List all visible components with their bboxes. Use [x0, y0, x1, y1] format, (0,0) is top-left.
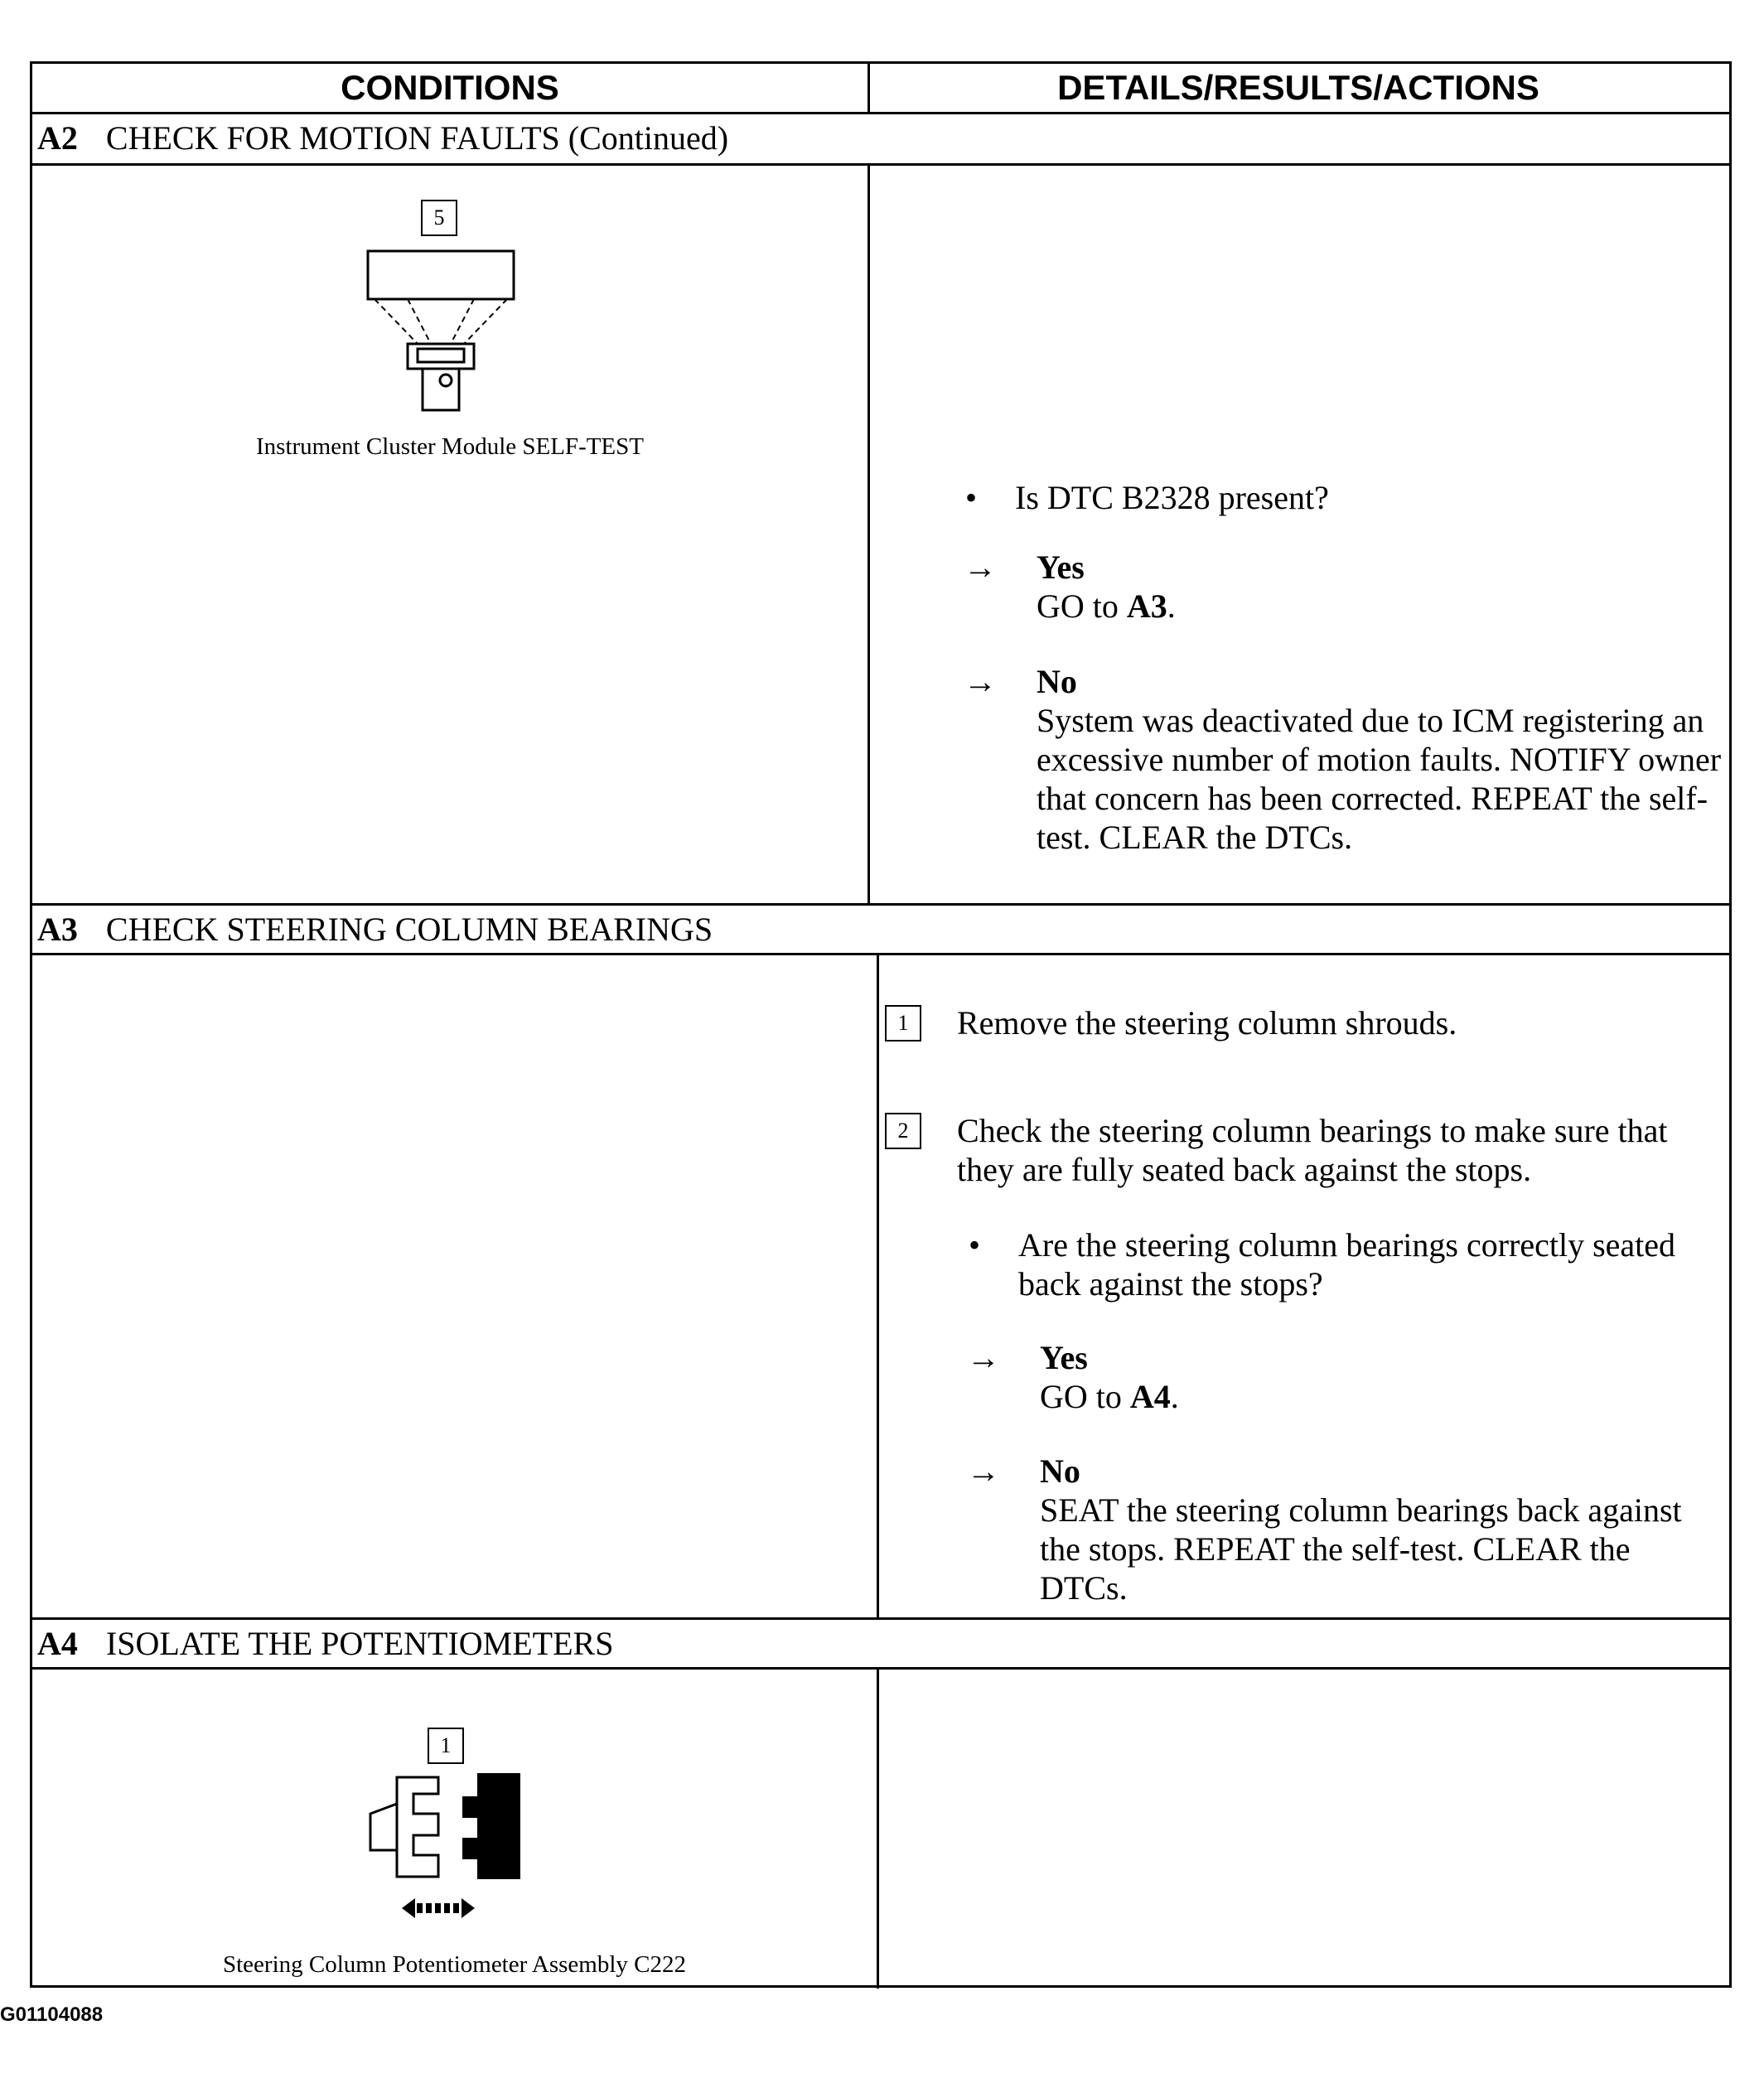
yes-action-suffix: . [1167, 587, 1176, 625]
result-arrow-icon: → [967, 1339, 1000, 1376]
column-divider [868, 64, 870, 112]
header-conditions: CONDITIONS [341, 68, 559, 107]
step-number-box: 1 [428, 1728, 464, 1764]
section-a2-title [37, 114, 728, 163]
yes-action-prefix: GO to [1040, 1378, 1122, 1415]
section-a3-code: A3 [37, 911, 78, 948]
section-a4-title [37, 1619, 613, 1669]
yes-target-step[interactable]: A4 [1129, 1378, 1171, 1415]
section-a2-label: CHECK FOR MOTION FAULTS (Continued) [105, 119, 729, 157]
bullet: • [969, 1226, 981, 1264]
figure-caption: Instrument Cluster Module SELF-TEST [256, 433, 644, 460]
result-arrow-icon: → [967, 1452, 1000, 1490]
yes-action [1037, 587, 1176, 626]
icm-self-test-diagram [358, 246, 524, 416]
section-a3-label: CHECK STEERING COLUMN BEARINGS [105, 911, 713, 948]
step-1-text: Remove the steering column shrouds. [957, 1004, 1457, 1042]
yes-action [1040, 1377, 1179, 1416]
column-divider [877, 1667, 879, 1989]
yes-action-prefix: GO to [1037, 587, 1119, 625]
rule [32, 163, 1729, 166]
step-number-box: 1 [885, 1005, 921, 1042]
section-a4-label: ISOLATE THE POTENTIOMETERS [105, 1625, 614, 1662]
result-arrow-icon: → [964, 549, 997, 586]
diagnostic-table [30, 61, 1732, 1988]
yes-label: Yes [1040, 1339, 1088, 1376]
step-number-box: 2 [885, 1113, 921, 1149]
section-a3-title [37, 905, 713, 955]
no-label: No [1037, 663, 1077, 700]
section-a2-code: A2 [37, 119, 78, 157]
step-2-text: Check the steering column bearings to make sure that they are fully seated back against the stops. [957, 1112, 1668, 1188]
figure-id: G01104088 [0, 2003, 104, 2026]
yes-target-step[interactable]: A3 [1126, 587, 1167, 625]
result-arrow-icon: → [964, 663, 997, 700]
yes-action-suffix: . [1170, 1378, 1179, 1415]
potentiometer-connector-diagram [364, 1771, 529, 1928]
figure-caption: Steering Column Potentiometer Assembly C222 [222, 1951, 687, 1978]
column-divider [868, 163, 870, 903]
header-details: DETAILS/RESULTS/ACTIONS [1057, 68, 1539, 107]
no-action: System was deactivated due to ICM registering an excessive number of motion faults. NOTIFY owner that concern has been corrected. REPEAT the self-test. CLEAR the DTCs. [1037, 702, 1722, 856]
section-a4-code: A4 [37, 1625, 78, 1662]
no-label: No [1040, 1452, 1080, 1490]
bullet: • [965, 479, 978, 516]
column-divider [877, 953, 879, 1617]
question-text: Is DTC B2328 present? [1015, 479, 1329, 516]
no-action: SEAT the steering column bearings back against the stops. REPEAT the self-test. CLEAR the DTCs. [1040, 1491, 1682, 1607]
yes-label: Yes [1037, 549, 1085, 586]
question-text: Are the steering column bearings correctly seated back against the stops? [1018, 1226, 1676, 1302]
step-number-box: 5 [421, 200, 457, 236]
